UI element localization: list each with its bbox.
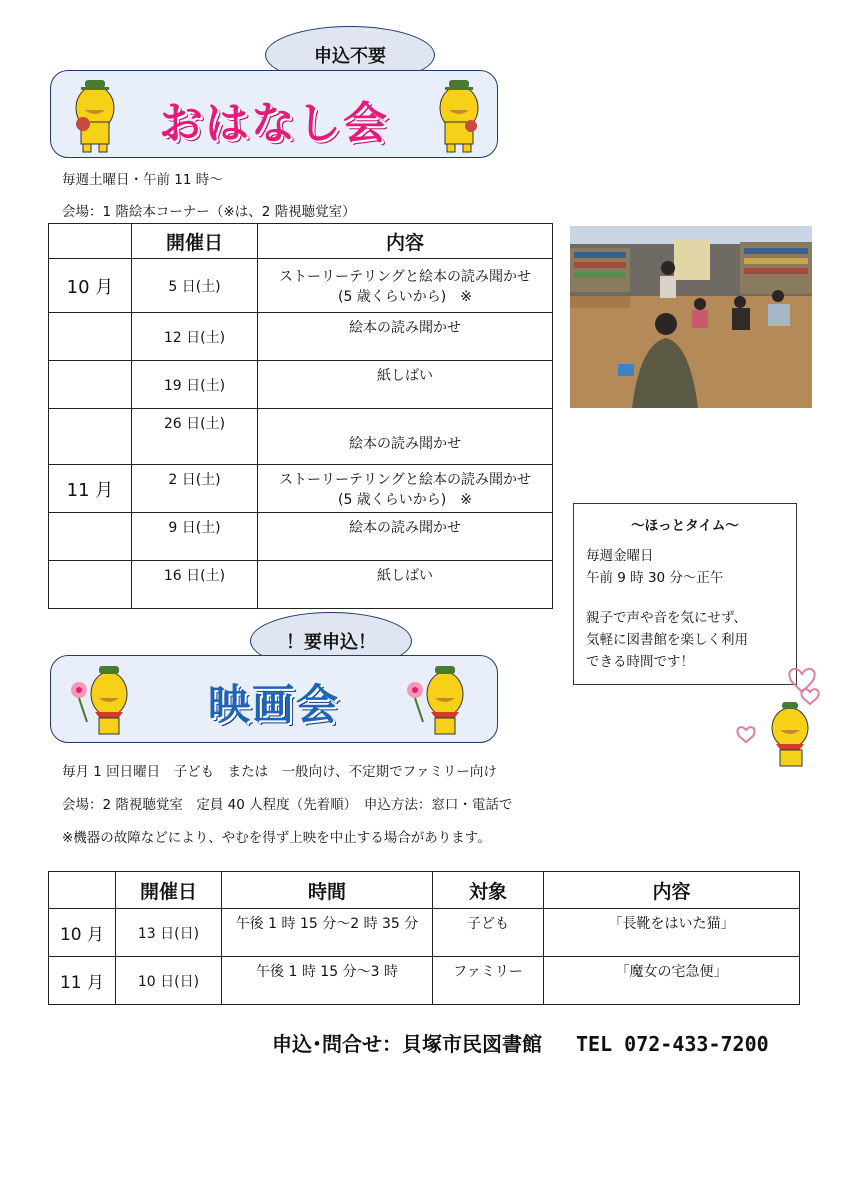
ohanashi-banner [50, 70, 498, 158]
month-cell: 10 月 [49, 259, 132, 313]
header-date: 開催日 [116, 872, 222, 909]
content-cell [258, 259, 553, 313]
month-cell: 10 月 [49, 909, 116, 957]
date-cell: 2 日(土) [132, 465, 258, 513]
month-cell [49, 513, 132, 561]
mascot-hearts-icon [732, 662, 828, 774]
month-cell: 11 月 [49, 957, 116, 1005]
time-cell: 午後 1 時 15 分～2 時 35 分 [222, 909, 433, 957]
content-cell: 「魔女の宅急便」 [544, 957, 800, 1005]
content-cell: 絵本の読み聞かせ [258, 313, 553, 361]
table-row [49, 409, 553, 465]
mascot-flower-icon [65, 660, 135, 740]
table-row [49, 513, 553, 561]
table-row [49, 313, 553, 361]
content-line: ストーリーテリングと絵本の読み聞かせ [279, 471, 531, 488]
header-target: 対象 [433, 872, 544, 909]
content-cell: 紙しばい [258, 361, 553, 409]
content-note: (5 歳くらいから) ※ [337, 491, 472, 508]
content-cell: 「長靴をはいた猫」 [544, 909, 800, 957]
hot-time-hours: 午前 9 時 30 分～正午 [586, 570, 724, 586]
time-cell: 午後 1 時 15 分～3 時 [222, 957, 433, 1005]
date-cell: 9 日(土) [132, 513, 258, 561]
eigakai-title: 映画会 [207, 680, 340, 729]
content-cell: 絵本の読み聞かせ [258, 513, 553, 561]
date-cell: 13 日(日) [116, 909, 222, 957]
table-row [49, 259, 553, 313]
header-content: 内容 [544, 872, 800, 909]
eigakai-table [48, 871, 800, 1005]
eigakai-notice: ※機器の故障などにより、やむを得ず上映を中止する場合があります。 [62, 830, 491, 846]
table-row [49, 361, 553, 409]
table-row [49, 957, 800, 1005]
header-blank [49, 224, 132, 259]
header-content: 内容 [258, 224, 553, 259]
date-cell: 26 日(土) [132, 409, 258, 465]
target-cell: ファミリー [433, 957, 544, 1005]
eigakai-banner [50, 655, 498, 743]
badge-label: 申込不要 [314, 46, 386, 67]
ohanashi-table [48, 223, 553, 609]
date-cell: 16 日(土) [132, 561, 258, 609]
mascot-icon [69, 76, 121, 156]
contact-line [272, 1028, 769, 1057]
hot-time-box [573, 503, 797, 685]
content-cell: 紙しばい [258, 561, 553, 609]
table-header-row [49, 872, 800, 909]
ohanashi-title: おはなし会 [159, 98, 389, 149]
hot-time-desc-2: 気軽に図書館を楽しく利用 [586, 632, 748, 648]
contact-tel: TEL 072-433-7200 [576, 1032, 769, 1056]
table-row [49, 561, 553, 609]
eigakai-schedule: 毎月 1 回日曜日 子ども または 一般向け、不定期でファミリー向け [62, 764, 497, 780]
month-cell: 11 月 [49, 465, 132, 513]
mascot-icon [433, 76, 485, 156]
table-row [49, 465, 553, 513]
header-blank [49, 872, 116, 909]
header-date: 開催日 [132, 224, 258, 259]
month-cell [49, 361, 132, 409]
target-cell: 子ども [433, 909, 544, 957]
hot-time-desc-1: 親子で声や音を気にせず、 [586, 610, 747, 626]
date-cell: 19 日(土) [132, 361, 258, 409]
date-cell: 10 日(日) [116, 957, 222, 1005]
table-row [49, 909, 800, 957]
contact-label: 申込･問合せ：貝塚市民図書館 [272, 1032, 542, 1056]
storytime-photo [570, 226, 812, 408]
ohanashi-venue: 会場：1 階絵本コーナー（※は、2 階視聴覚室） [62, 204, 356, 220]
content-note: (5 歳くらいから) ※ [337, 288, 472, 305]
date-cell: 5 日(土) [132, 259, 258, 313]
hot-time-day: 毎週金曜日 [586, 548, 654, 564]
content-line: ストーリーテリングと絵本の読み聞かせ [279, 268, 531, 285]
table-header-row [49, 224, 553, 259]
hot-time-desc-3: できる時間です！ [586, 654, 694, 670]
content-cell: 絵本の読み聞かせ [258, 409, 553, 465]
month-cell [49, 561, 132, 609]
badge-label: ！要申込！ [286, 632, 376, 653]
ohanashi-schedule: 毎週土曜日・午前 11 時～ [62, 172, 223, 188]
month-cell [49, 409, 132, 465]
header-time: 時間 [222, 872, 433, 909]
month-cell [49, 313, 132, 361]
mascot-flower-icon [401, 660, 471, 740]
date-cell: 12 日(土) [132, 313, 258, 361]
eigakai-venue: 会場：2 階視聴覚室 定員 40 人程度（先着順） 申込方法：窓口・電話で [62, 797, 513, 813]
hot-time-title: ～ほっとタイム～ [631, 518, 739, 534]
content-cell [258, 465, 553, 513]
